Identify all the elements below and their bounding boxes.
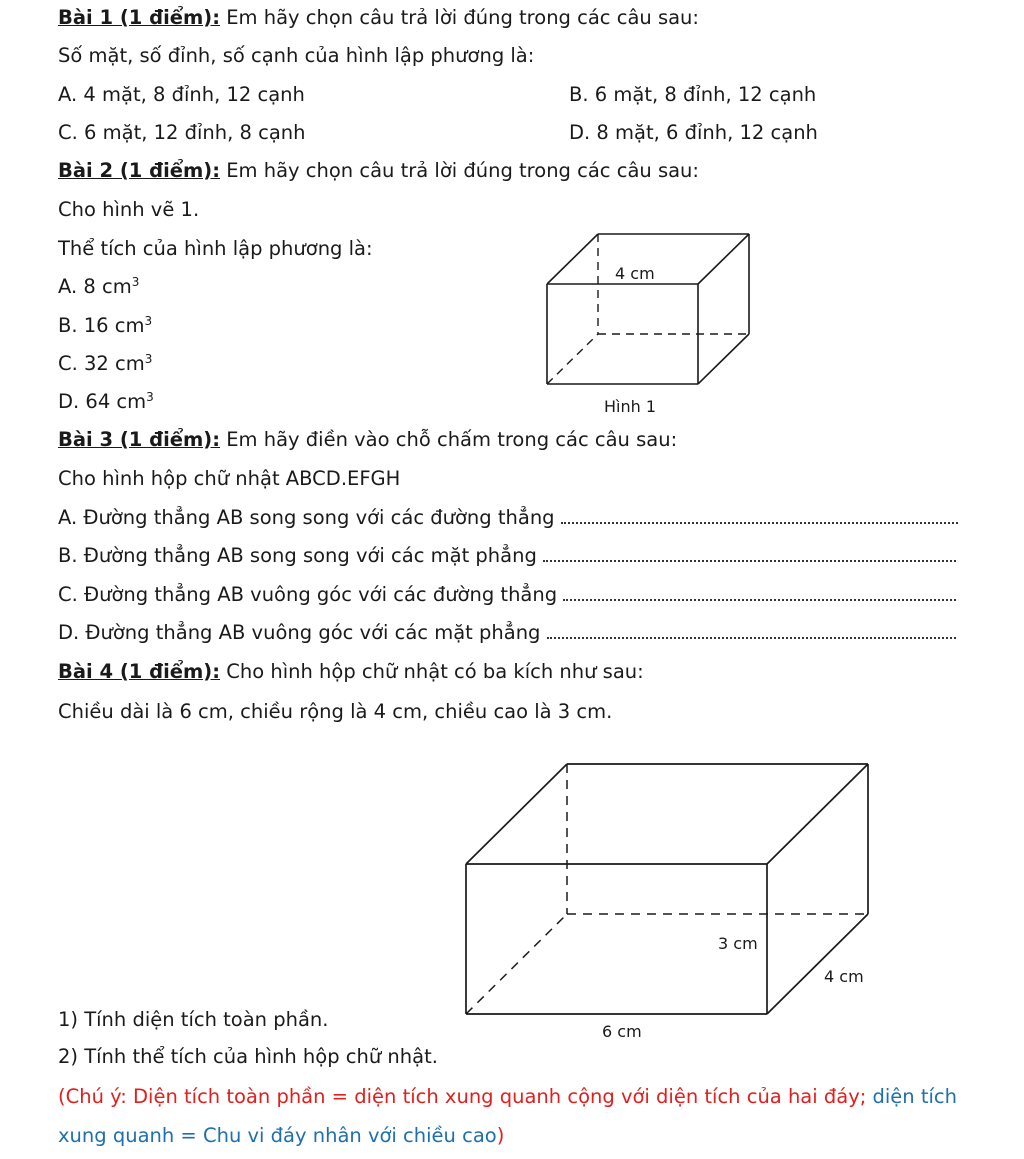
cube-figure	[0, 0, 1024, 430]
cube-hidden-edge	[547, 334, 598, 384]
bai2-option-d-text: D. 64 cm	[58, 390, 147, 413]
bai3-given: Cho hình hộp chữ nhật ABCD.EFGH	[58, 467, 401, 490]
cube-edge	[547, 234, 598, 284]
bai2-option-a-text: A. 8 cm	[58, 275, 132, 298]
box-edge	[466, 764, 567, 864]
cube-exponent: 3	[144, 352, 153, 366]
answer-blank[interactable]	[563, 599, 958, 601]
box-height-label: 3 cm	[718, 934, 758, 953]
cube-edge-label: 4 cm	[615, 264, 655, 283]
bai2-instruction: Em hãy chọn câu trả lời đúng trong các câu sau:	[220, 159, 699, 182]
bai2-question: Thể tích của hình lập phương là:	[58, 237, 373, 260]
bai2-given: Cho hình vẽ 1.	[58, 198, 200, 221]
box-edge	[767, 914, 868, 1014]
bai3-item-a-text: A. Đường thẳng AB song song với các đường thẳng	[58, 506, 555, 529]
bai3-item-c-text: C. Đường thẳng AB vuông góc với các đường thẳng	[58, 583, 558, 606]
bai3-item-a	[58, 506, 958, 530]
bai2-option-c-text: C. 32 cm	[58, 352, 145, 375]
cube-exponent: 3	[146, 390, 154, 404]
box-figure	[0, 740, 1024, 1050]
bai3-title: Bài 3 (1 điểm):	[58, 428, 221, 451]
bai4-given: Chiều dài là 6 cm, chiều rộng là 4 cm, chiều cao là 3 cm.	[58, 700, 613, 723]
bai3-item-b-text: B. Đường thẳng AB song song với các mặt phẳng	[58, 544, 537, 567]
bai4-heading	[58, 660, 644, 684]
box-length-label: 6 cm	[602, 1022, 642, 1041]
bai1-instruction: Em hãy chọn câu trả lời đúng trong các câu sau:	[220, 6, 699, 29]
bai3-item-d-text: D. Đường thẳng AB vuông góc với các mặt phẳng	[58, 621, 541, 644]
cube-edge	[698, 334, 749, 384]
cube-exponent: 3	[144, 314, 153, 328]
bai3-item-c	[58, 583, 958, 607]
bai2-title: Bài 2 (1 điểm):	[58, 159, 221, 182]
box-width-label: 4 cm	[824, 967, 864, 986]
bai1-option-c[interactable]: C. 6 mặt, 12 đỉnh, 8 cạnh	[58, 121, 306, 144]
bai4-task-2: 2) Tính thể tích của hình hộp chữ nhật.	[58, 1045, 438, 1068]
bai4-note-line-2	[58, 1124, 504, 1148]
bai3-item-d	[58, 621, 958, 645]
bai3-heading	[58, 428, 677, 452]
bai1-option-a[interactable]: A. 4 mặt, 8 đỉnh, 12 cạnh	[58, 83, 305, 106]
bai1-question: Số mặt, số đỉnh, số cạnh của hình lập phương là:	[58, 44, 535, 67]
note-blue-text: diện tích	[866, 1085, 958, 1108]
figure1-caption: Hình 1	[604, 397, 657, 416]
bai1-title: Bài 1 (1 điểm):	[58, 6, 221, 29]
bai4-instruction: Cho hình hộp chữ nhật có ba kích như sau:	[220, 660, 644, 683]
answer-blank[interactable]	[547, 637, 958, 639]
note-blue-text-2: xung quanh = Chu vi đáy nhân với chiều cao	[58, 1124, 497, 1147]
box-hidden-edge	[466, 914, 567, 1014]
answer-blank[interactable]	[543, 560, 958, 562]
box-edge	[767, 764, 868, 864]
bai1-option-d[interactable]: D. 8 mặt, 6 đỉnh, 12 cạnh	[569, 121, 818, 144]
cube-edge	[698, 234, 749, 284]
bai1-option-b[interactable]: B. 6 mặt, 8 đỉnh, 12 cạnh	[569, 83, 817, 106]
bai3-item-b	[58, 544, 958, 568]
answer-blank[interactable]	[561, 522, 958, 524]
bai4-task-1: 1) Tính diện tích toàn phần.	[58, 1008, 329, 1031]
bai3-instruction: Em hãy điền vào chỗ chấm trong các câu sau:	[220, 428, 678, 451]
cube-exponent: 3	[131, 275, 140, 289]
note-red-text: (Chú ý: Diện tích toàn phần = diện tích xung quanh cộng với diện tích của hai đáy;	[58, 1085, 867, 1108]
bai4-note-line-1	[58, 1085, 957, 1109]
bai2-option-b-text: B. 16 cm	[58, 314, 145, 337]
bai4-title: Bài 4 (1 điểm):	[58, 660, 221, 683]
note-close-paren: )	[496, 1124, 505, 1147]
